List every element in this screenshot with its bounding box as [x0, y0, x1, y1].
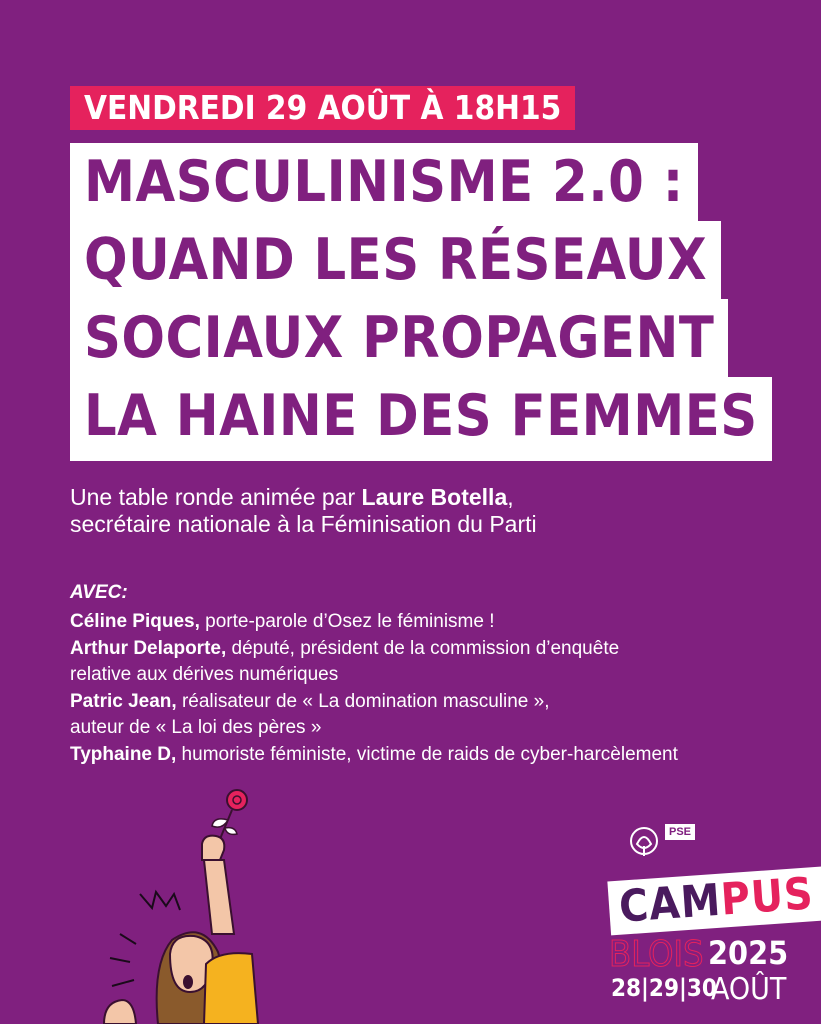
guest-desc: porte-parole d’Osez le féminisme !: [199, 611, 495, 632]
campus-wordmark: [607, 867, 821, 936]
moderator-name: Laure Botella: [361, 484, 508, 510]
intro-prefix: Une table ronde animée par: [70, 484, 362, 510]
guest-desc: auteur de « La loi des pères »: [70, 717, 322, 738]
title-line: SOCIAUX PROPAGENT: [70, 299, 728, 377]
guest-desc: relative aux dérives numériques: [70, 664, 339, 685]
guest-desc: humoriste féministe, victime de raids de cyber-harcèlement: [176, 744, 678, 765]
guest-line: [70, 610, 495, 634]
event-date-banner: VENDREDI 29 AOÛT À 18H15: [70, 86, 575, 130]
guest-desc: député, président de la commission d’enquête: [226, 638, 620, 659]
guest-desc: réalisateur de « La domination masculine »,: [176, 691, 550, 712]
rose-logo-icon: [627, 824, 661, 858]
guest-line: [70, 716, 321, 740]
title-line: LA HAINE DES FEMMES: [70, 377, 772, 461]
guests-heading: AVEC:: [70, 582, 128, 603]
guest-line: [70, 637, 619, 661]
title-line: QUAND LES RÉSEAUX: [70, 221, 721, 299]
campus-part-a: CAM: [617, 874, 723, 933]
pse-badge: PSE: [665, 824, 695, 840]
guest-line: [70, 690, 550, 714]
guest-line: [70, 663, 338, 687]
moderator-role: secrétaire nationale à la Féminisation du Parti: [70, 511, 537, 537]
guest-line: [70, 743, 678, 767]
guest-name: Patric Jean,: [70, 691, 177, 712]
event-month: AOÛT: [711, 972, 787, 1007]
campus-part-b: PUS: [719, 868, 816, 926]
event-days: 28|29|30: [611, 974, 717, 1002]
shouting-woman-illustration: [100, 784, 400, 1024]
guest-name: Céline Piques,: [70, 611, 200, 632]
title-line: MASCULINISME 2.0 :: [70, 143, 698, 221]
campus-logo: [601, 824, 816, 1007]
raised-fist-with-rose-icon: [202, 790, 247, 934]
intro-comma: ,: [507, 484, 514, 510]
moderator-intro: [70, 484, 790, 538]
guest-name: Arthur Delaporte,: [70, 638, 227, 659]
event-year: 2025: [708, 934, 789, 972]
guest-name: Typhaine D,: [70, 744, 177, 765]
city-name: BLOIS: [609, 934, 704, 975]
